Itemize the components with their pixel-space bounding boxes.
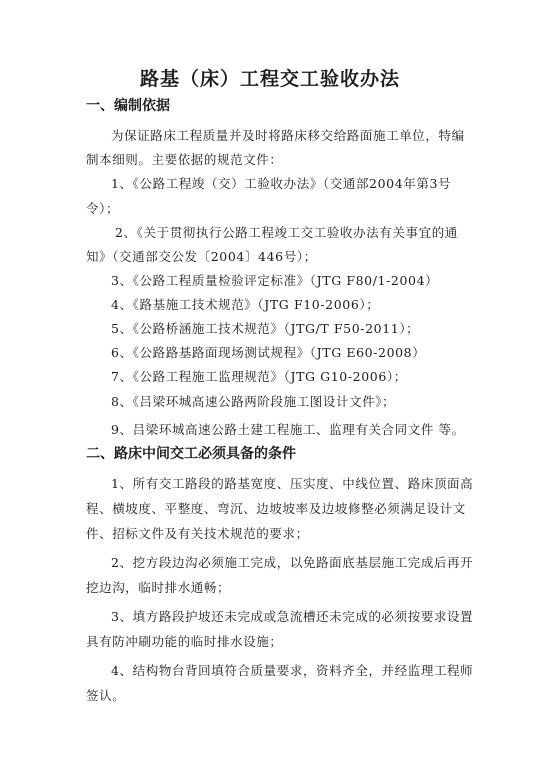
list-item: 1、《公路工程竣（交）工验收办法》（交通部2004年第3号 bbox=[111, 176, 452, 191]
paragraph-line: 1、所有交工路段的路基宽度、压实度、中线位置、路床顶面高 bbox=[111, 476, 474, 491]
paragraph-line: 4、结构物台背回填符合质量要求，资料齐全，并经监理工程师 bbox=[111, 663, 474, 678]
document-title: 路基（床）工程交工验收办法 bbox=[139, 68, 400, 90]
paragraph-line: 制本细则。主要依据的规范文件： bbox=[86, 152, 283, 167]
paragraph-line: 3、填方路段护坡还未完成或急流槽还未完成的必须按要求设置 bbox=[111, 609, 474, 624]
list-item: 知》（交通部交公发〔2004〕446号）； bbox=[86, 249, 317, 264]
list-item: 3、《公路工程质量检验评定标准》（JTG F80/1-2004） bbox=[111, 273, 439, 288]
paragraph-line: 为保证路床工程质量并及时将路床移交给路面施工单位，特编 bbox=[111, 128, 465, 143]
list-item: 9、吕梁环城高速公路土建工程施工、监理有关合同文件 等。 bbox=[111, 422, 465, 437]
section-heading-basis: 一、编制依据 bbox=[86, 98, 170, 114]
paragraph-line: 程、横坡度、平整度、弯沉、边坡坡率及边坡修整必须满足设计文 bbox=[86, 501, 466, 516]
list-item: 8、《吕梁环城高速公路两阶段施工图设计文件》； bbox=[111, 394, 396, 409]
paragraph-line: 挖边沟，临时排水通畅； bbox=[86, 580, 231, 595]
list-item: 5、《公路桥涵施工技术规范》（JTG/T F50-2011）； bbox=[111, 321, 420, 336]
list-item: 令）； bbox=[86, 201, 120, 216]
section-heading-conditions: 二、路床中间交工必须具备的条件 bbox=[86, 446, 296, 462]
paragraph-line: 具有防冲刷功能的临时排水设施； bbox=[86, 634, 283, 649]
paragraph-line: 2、挖方段边沟必须施工完成，以免路面底基层施工完成后再开 bbox=[111, 555, 474, 570]
list-item: 7、《公路工程施工监理规范》（JTG G10-2006）； bbox=[111, 369, 407, 384]
list-item: 6、《公路路基路面现场测试规程》（JTG E60-2008） bbox=[111, 345, 426, 360]
list-item: 4、《路基施工技术规范》（JTG F10-2006）； bbox=[111, 297, 380, 312]
paragraph-line: 件、招标文件及有关技术规范的要求； bbox=[86, 526, 309, 541]
list-item: 2、《关于贯彻执行公路工程竣工交工验收办法有关事宜的通 bbox=[115, 225, 458, 240]
paragraph-line: 签认。 bbox=[86, 688, 126, 703]
